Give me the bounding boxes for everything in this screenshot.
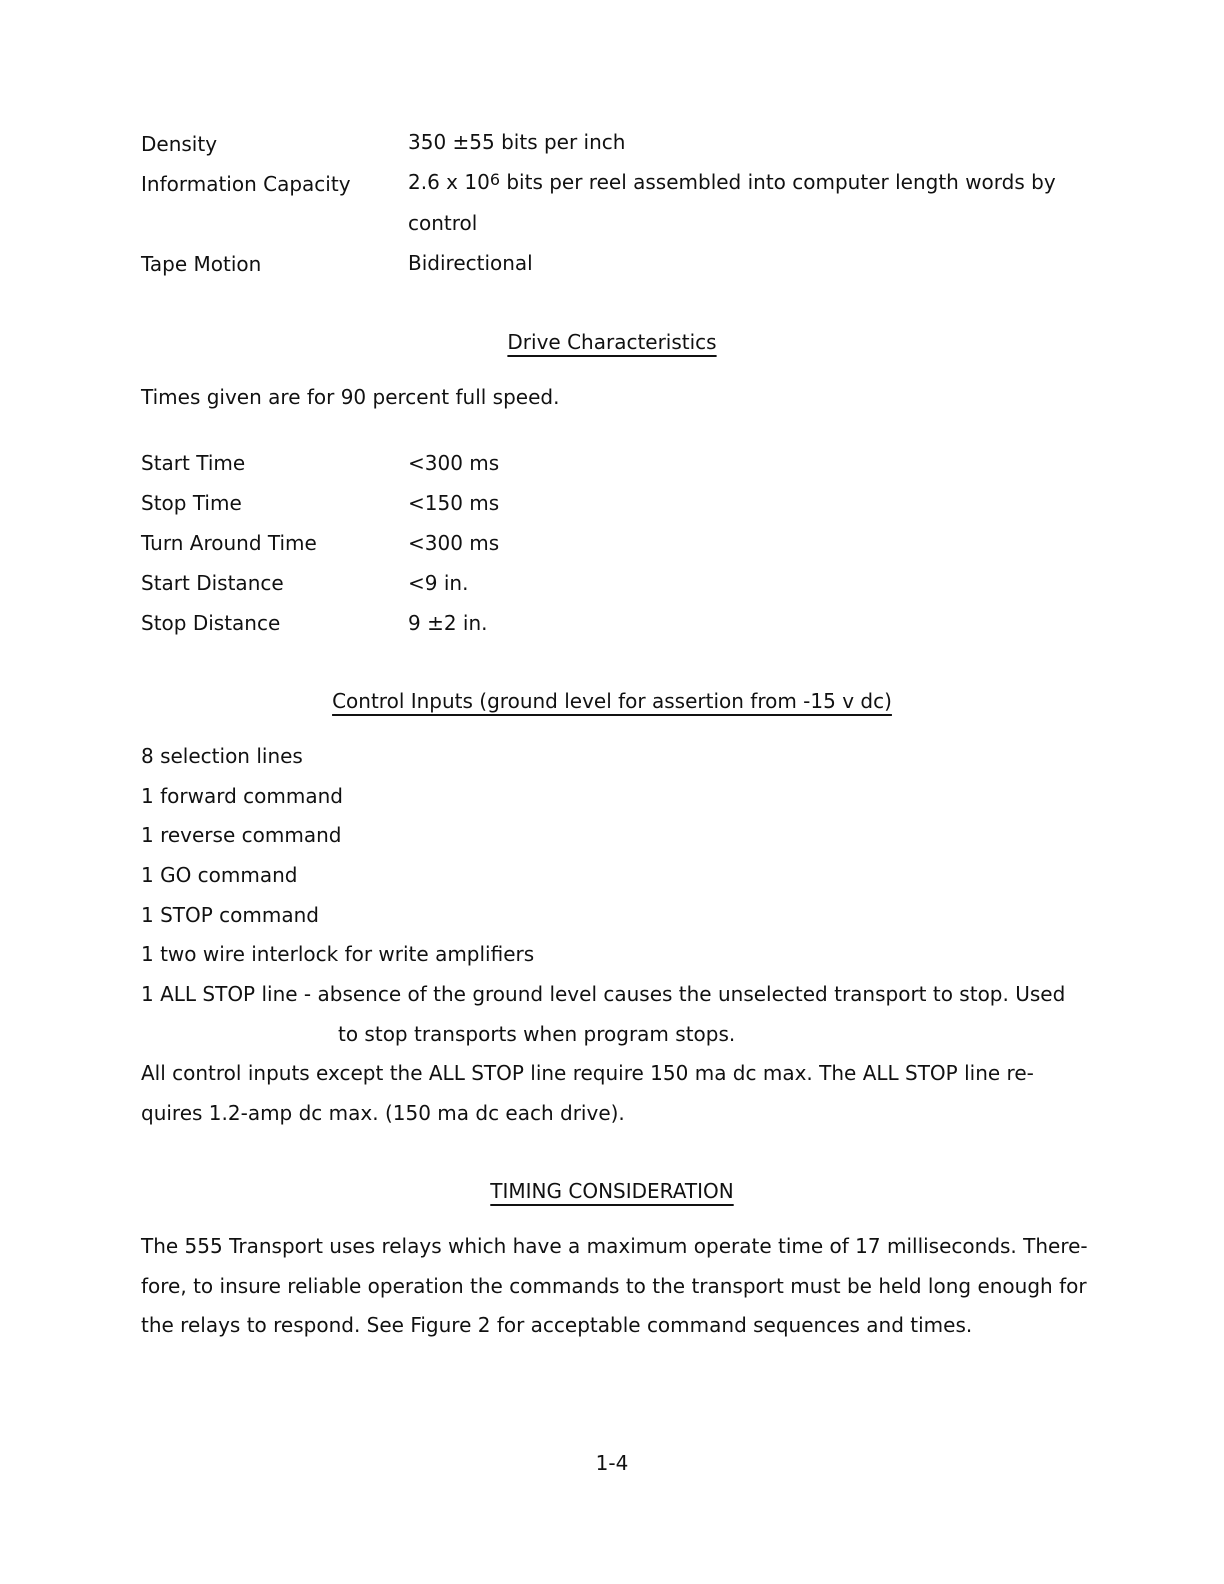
control-item: 1 forward command xyxy=(141,784,343,808)
control-item: 1 GO command xyxy=(141,863,298,887)
drive-value-turn-around: <300 ms xyxy=(408,531,500,555)
control-heading: Control Inputs (ground level for assertion from -15 v dc) xyxy=(332,689,892,713)
spec-value-capacity xyxy=(408,170,1056,196)
spec-label-tape-motion: Tape Motion xyxy=(141,252,262,276)
page-number: 1-4 xyxy=(595,1451,629,1475)
spec-value-capacity-cont: control xyxy=(408,211,478,235)
timing-paragraph-line: the relays to respond. See Figure 2 for acceptable command sequences and times. xyxy=(141,1313,973,1337)
control-item-all-stop: 1 ALL STOP line - absence of the ground level causes the unselected transport to stop. Used xyxy=(141,982,1066,1006)
spec-value-density: 350 ±55 bits per inch xyxy=(408,130,626,154)
timing-paragraph-line: fore, to insure reliable operation the commands to the transport must be held long enough for xyxy=(141,1274,1087,1298)
drive-label-start-distance: Start Distance xyxy=(141,571,284,595)
control-item-all-stop-cont: to stop transports when program stops. xyxy=(338,1022,736,1046)
timing-paragraph-line: The 555 Transport uses relays which have a maximum operate time of 17 milliseconds. There- xyxy=(141,1234,1088,1258)
spec-label-density: Density xyxy=(141,132,218,156)
drive-label-start-time: Start Time xyxy=(141,451,246,475)
spec-label-capacity: Information Capacity xyxy=(141,172,351,196)
capacity-exponent: 6 xyxy=(489,170,500,189)
control-paragraph-line: All control inputs except the ALL STOP line require 150 ma dc max. The ALL STOP line re- xyxy=(141,1061,1034,1085)
timing-heading: TIMING CONSIDERATION xyxy=(490,1179,734,1203)
control-paragraph-line: quires 1.2-amp dc max. (150 ma dc each drive). xyxy=(141,1101,625,1125)
control-item: 8 selection lines xyxy=(141,744,303,768)
control-item: 1 two wire interlock for write amplifiers xyxy=(141,942,535,966)
control-item: 1 reverse command xyxy=(141,823,342,847)
drive-label-stop-time: Stop Time xyxy=(141,491,242,515)
drive-value-stop-time: <150 ms xyxy=(408,491,500,515)
drive-value-stop-distance: 9 ±2 in. xyxy=(408,611,488,635)
drive-value-start-time: <300 ms xyxy=(408,451,500,475)
drive-label-stop-distance: Stop Distance xyxy=(141,611,281,635)
capacity-base: 2.6 x 10 xyxy=(408,170,490,194)
control-item: 1 STOP command xyxy=(141,903,319,927)
spec-value-tape-motion: Bidirectional xyxy=(408,251,533,275)
drive-note: Times given are for 90 percent full speed. xyxy=(141,385,560,409)
drive-heading: Drive Characteristics xyxy=(507,330,717,354)
capacity-rest: bits per reel assembled into computer length words by xyxy=(500,170,1056,194)
drive-label-turn-around: Turn Around Time xyxy=(141,531,317,555)
drive-value-start-distance: <9 in. xyxy=(408,571,469,595)
